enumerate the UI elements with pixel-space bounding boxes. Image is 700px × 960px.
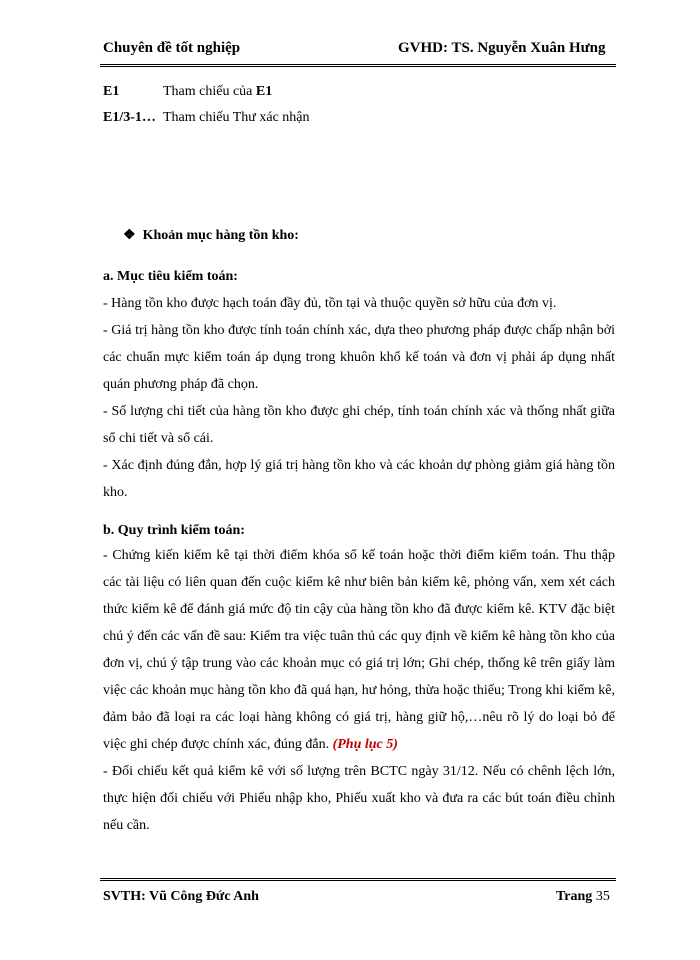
header-right: GVHD: TS. Nguyễn Xuân Hưng bbox=[398, 40, 606, 56]
paragraph: - Đối chiếu kết quả kiểm kê với số lượng trên BCTC ngày 31/12. Nếu có chênh lệch lớn, thực hiện đối chiếu với Phiếu nhập kho, Phiếu xuất kho và đưa ra các bút toán điều chỉnh nếu cần. bbox=[103, 764, 615, 833]
heading-objectives: a. Mục tiêu kiểm toán: bbox=[103, 269, 238, 284]
paragraph: - Giá trị hàng tồn kho được tính toán chính xác, dựa theo phương pháp được chấp nhận bởi các chuẩn mực kiểm toán áp dụng trong khuôn khổ kế toán và đơn vị phải áp dụng nhất quán phương pháp đã chọn. bbox=[103, 323, 615, 392]
paragraph: - Hàng tồn kho được hạch toán đầy đủ, tồn tại và thuộc quyền sở hữu của đơn vị. bbox=[103, 296, 557, 311]
appendix-reference: (Phụ lục 5) bbox=[332, 737, 398, 752]
reference-row bbox=[103, 84, 273, 100]
footer-student: SVTH: Vũ Công Đức Anh bbox=[103, 889, 259, 904]
reference-row bbox=[103, 110, 310, 126]
section-title-text: Khoản mục hàng tồn kho: bbox=[142, 228, 299, 243]
section-title bbox=[123, 227, 299, 244]
page-number: 35 bbox=[595, 889, 610, 904]
header-divider bbox=[100, 64, 616, 67]
paragraph: - Số lượng chi tiết của hàng tồn kho được ghi chép, tính toán chính xác và thống nhất giữa sổ chi tiết và sổ cái. bbox=[103, 404, 615, 446]
header-left: Chuyên đề tốt nghiệp bbox=[103, 40, 241, 56]
reference-description: Tham chiếu Thư xác nhận bbox=[163, 110, 310, 125]
objectives-body bbox=[103, 290, 615, 506]
reference-description: Tham chiếu của E1 bbox=[163, 84, 273, 99]
paragraph: - Xác định đúng đắn, hợp lý giá trị hàng tồn kho và các khoản dự phòng giảm giá hàng tồn kho. bbox=[103, 458, 615, 500]
bullet-icon: ❖ bbox=[123, 228, 136, 243]
footer-page bbox=[556, 889, 610, 905]
paragraph: - Chứng kiến kiểm kê tại thời điểm khóa sổ kế toán hoặc thời điểm kiểm toán. Thu thập các tài liệu có liên quan đến cuộc kiểm kê như biên bản kiểm kê, phỏng vấn, xem xét cách thức kiểm kê để đánh giá mức độ tin cậy của hàng tồn kho đã được kiểm kê. KTV đặc biệt chú ý đến các vấn đề sau: Kiểm tra việc tuân thủ các quy định về kiểm kê hàng tồn kho của đơn vị, chú ý tập trung vào các khoản mục có giá trị lớn; Ghi chép, thống kê trên giấy làm việc các khoản mục hàng tồn kho đã quá hạn, hư hỏng, thừa hoặc thiếu; Trong khi kiểm kê, đảm bảo đã loại ra các loại hàng không có giá trị, hàng giữ hộ,…nêu rõ lý do loại bỏ để việc ghi chép được chính xác, đúng đắn. (Phụ lục 5) bbox=[103, 548, 615, 752]
footer-divider bbox=[100, 878, 616, 881]
reference-code: E1/3-1… bbox=[103, 110, 156, 125]
page-label: Trang bbox=[556, 889, 593, 904]
procedure-body bbox=[103, 542, 615, 839]
reference-code: E1 bbox=[103, 84, 120, 99]
heading-procedure: b. Quy trình kiểm toán: bbox=[103, 523, 245, 538]
